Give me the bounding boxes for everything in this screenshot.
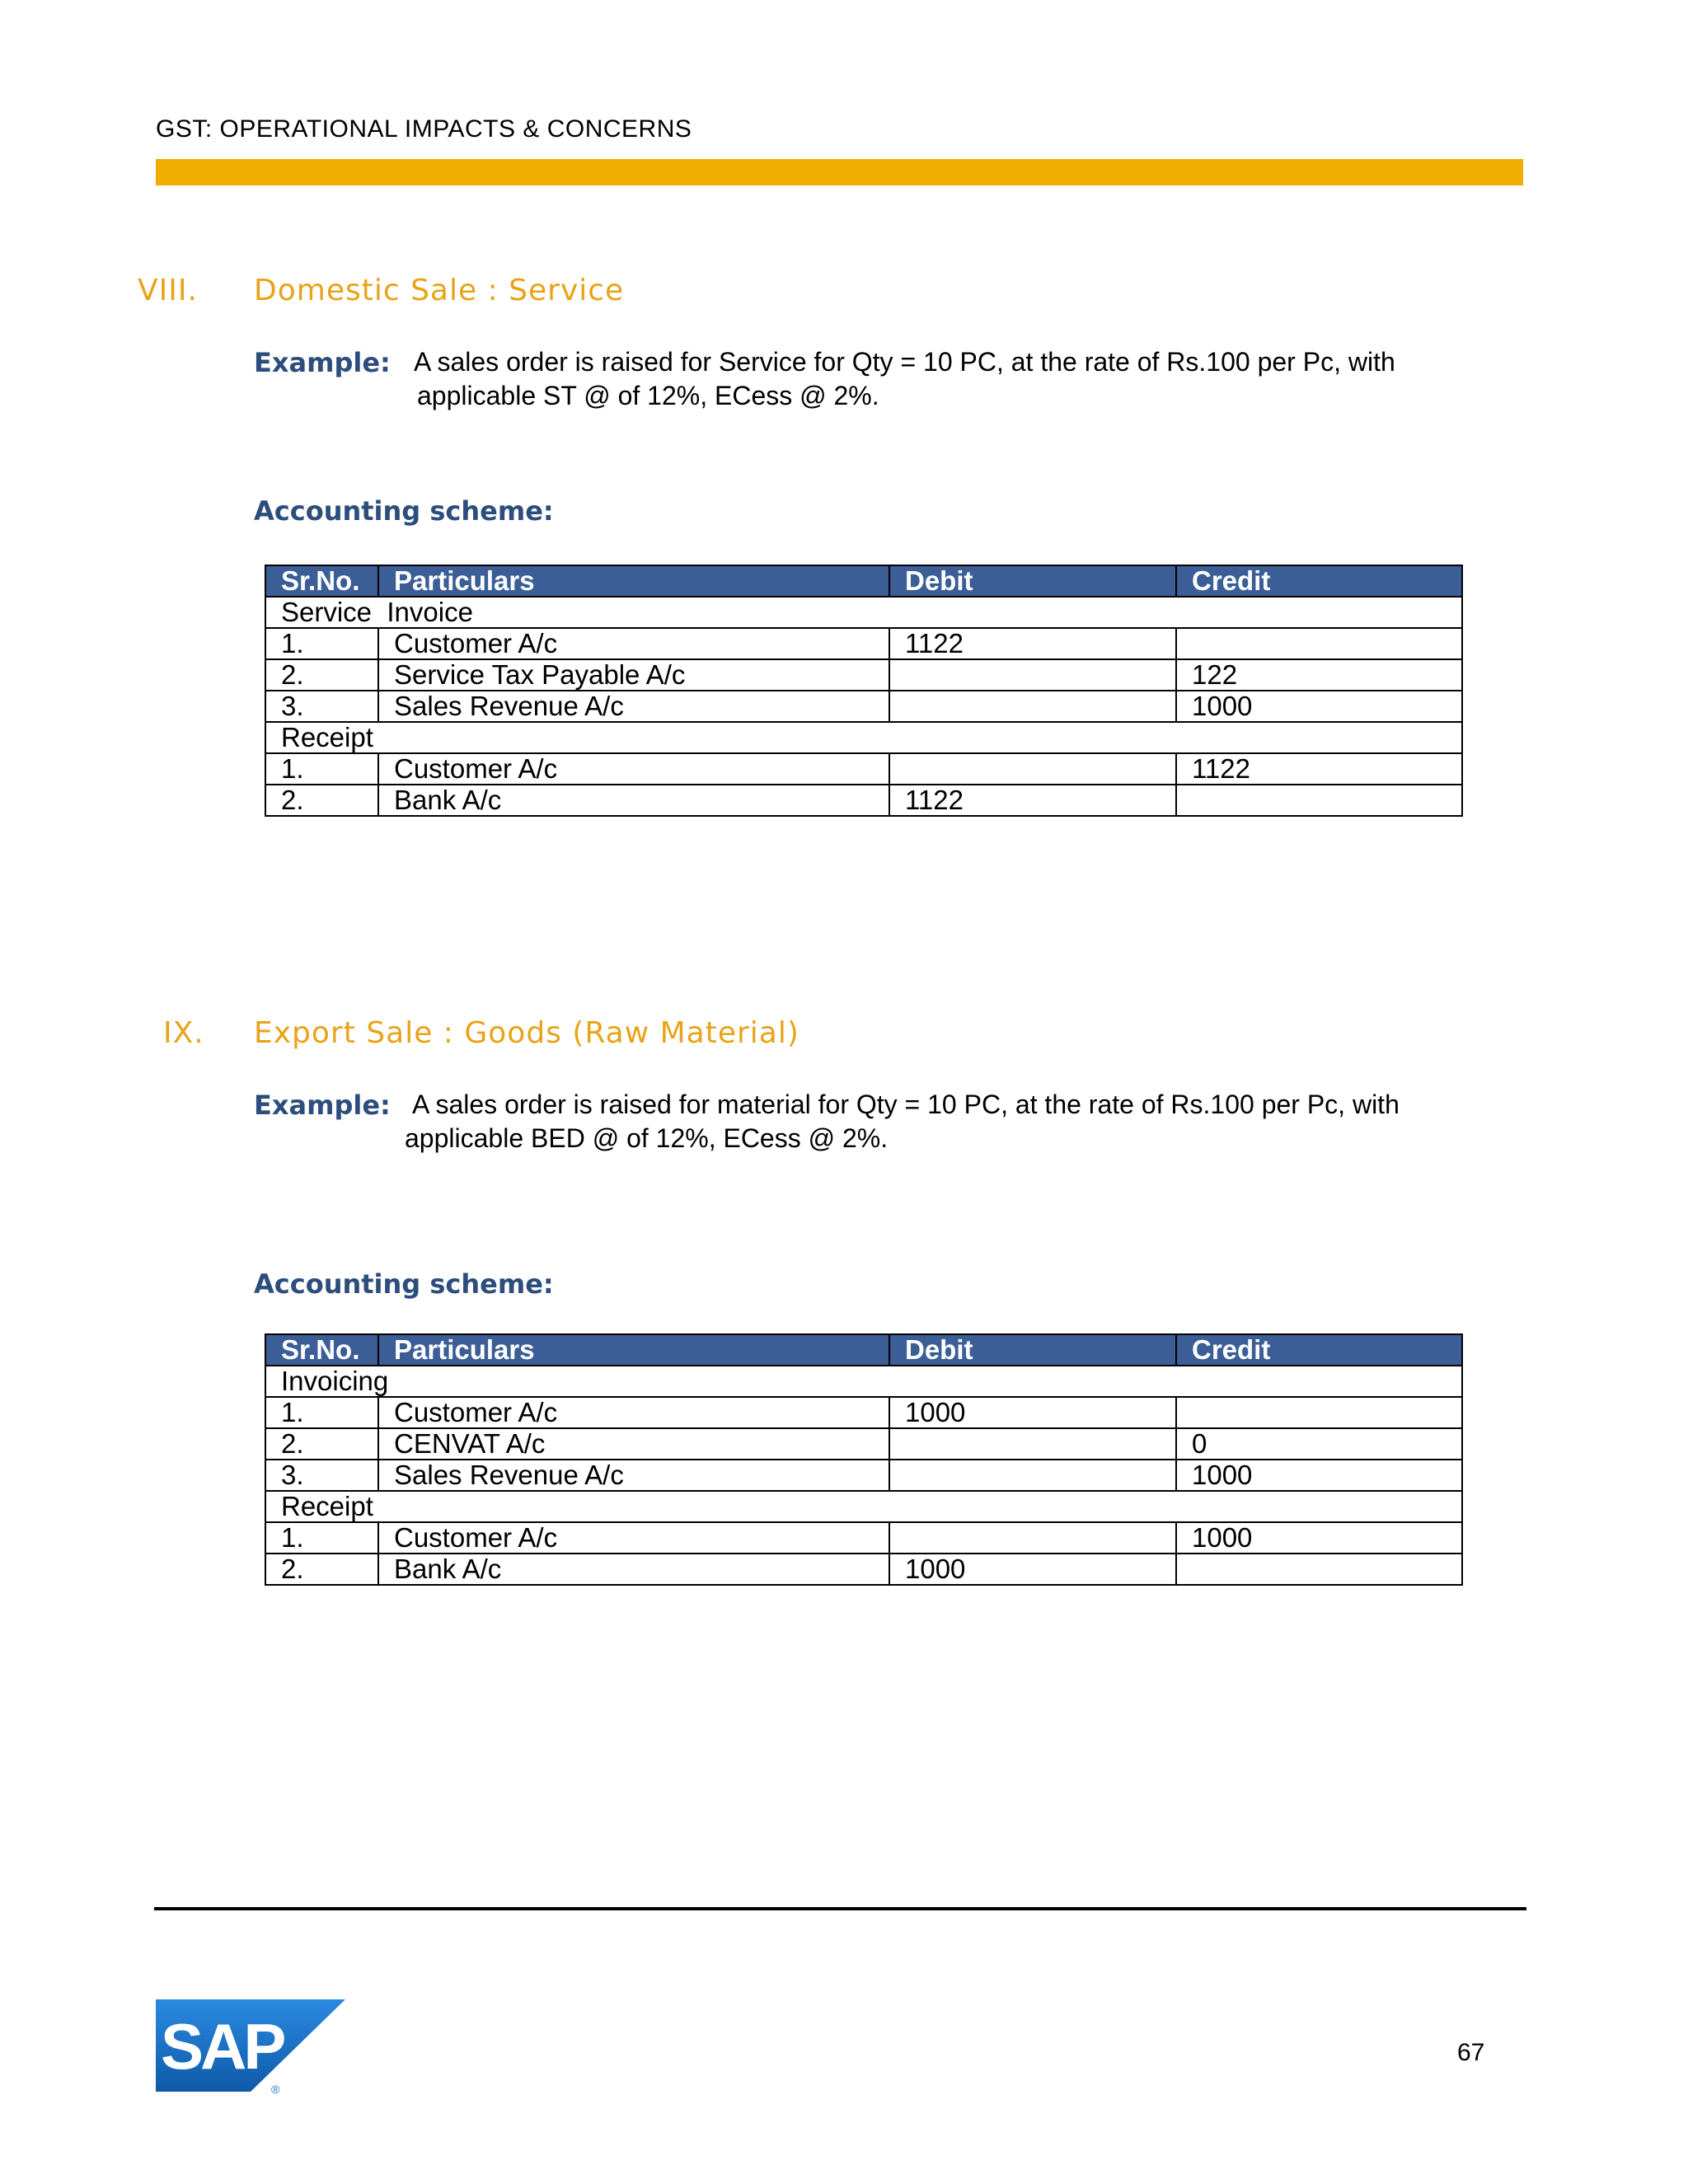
table-header-row bbox=[265, 565, 1462, 597]
table-group-row bbox=[265, 1366, 1462, 1397]
accounting-scheme-label: Accounting scheme: bbox=[254, 1268, 554, 1300]
cell-srno: 2. bbox=[265, 659, 378, 691]
table-row bbox=[265, 628, 1462, 659]
cell-particulars: Customer A/c bbox=[378, 1397, 889, 1428]
cell-debit bbox=[889, 1460, 1176, 1491]
cell-srno: 3. bbox=[265, 691, 378, 722]
example-text-line-2: applicable ST @ of 12%, ECess @ 2%. bbox=[417, 381, 879, 410]
table-row bbox=[265, 1460, 1462, 1491]
accounting-table bbox=[265, 1333, 1463, 1586]
cell-debit bbox=[889, 659, 1176, 691]
page-header-title: GST: OPERATIONAL IMPACTS & CONCERNS bbox=[156, 115, 692, 143]
table-row bbox=[265, 659, 1462, 691]
cell-srno: 1. bbox=[265, 753, 378, 785]
table-row bbox=[265, 1397, 1462, 1428]
cell-srno: 3. bbox=[265, 1460, 378, 1491]
group-label: Receipt bbox=[265, 722, 1462, 753]
svg-text:SAP: SAP bbox=[161, 2010, 284, 2083]
column-header: Sr.No. bbox=[265, 1334, 378, 1366]
cell-credit: 122 bbox=[1176, 659, 1462, 691]
cell-srno: 1. bbox=[265, 1522, 378, 1554]
group-label: Receipt bbox=[265, 1491, 1462, 1522]
cell-debit: 1000 bbox=[889, 1554, 1176, 1585]
column-header: Debit bbox=[889, 1334, 1176, 1366]
table-group-row bbox=[265, 597, 1462, 628]
cell-srno: 1. bbox=[265, 1397, 378, 1428]
cell-particulars: CENVAT A/c bbox=[378, 1428, 889, 1460]
table-row bbox=[265, 753, 1462, 785]
sap-logo bbox=[156, 1999, 345, 2095]
cell-credit: 1000 bbox=[1176, 1460, 1462, 1491]
page-number: 67 bbox=[1457, 2039, 1485, 2066]
cell-credit bbox=[1176, 1397, 1462, 1428]
footer-rule bbox=[154, 1907, 1526, 1910]
cell-srno: 2. bbox=[265, 785, 378, 816]
cell-debit: 1000 bbox=[889, 1397, 1176, 1428]
group-label: Invoicing bbox=[265, 1366, 1462, 1397]
cell-particulars: Customer A/c bbox=[378, 753, 889, 785]
table-row bbox=[265, 1554, 1462, 1585]
cell-credit: 0 bbox=[1176, 1428, 1462, 1460]
cell-debit: 1122 bbox=[889, 785, 1176, 816]
table-row bbox=[265, 1428, 1462, 1460]
example-text-line-2: applicable BED @ of 12%, ECess @ 2%. bbox=[405, 1123, 889, 1153]
column-header: Particulars bbox=[378, 1334, 889, 1366]
cell-particulars: Customer A/c bbox=[378, 628, 889, 659]
column-header: Credit bbox=[1176, 1334, 1462, 1366]
table-row bbox=[265, 785, 1462, 816]
column-header: Particulars bbox=[378, 565, 889, 597]
cell-particulars: Service Tax Payable A/c bbox=[378, 659, 889, 691]
cell-debit bbox=[889, 1522, 1176, 1554]
cell-credit: 1000 bbox=[1176, 1522, 1462, 1554]
table-header-row bbox=[265, 1334, 1462, 1366]
cell-srno: 2. bbox=[265, 1554, 378, 1585]
cell-debit bbox=[889, 753, 1176, 785]
cell-srno: 1. bbox=[265, 628, 378, 659]
section-number: VIII. bbox=[138, 274, 198, 307]
svg-text:®: ® bbox=[271, 2083, 280, 2095]
cell-debit: 1122 bbox=[889, 628, 1176, 659]
column-header: Sr.No. bbox=[265, 565, 378, 597]
section-title: Export Sale : Goods (Raw Material) bbox=[254, 1016, 799, 1050]
cell-credit: 1000 bbox=[1176, 691, 1462, 722]
table-row bbox=[265, 691, 1462, 722]
table-row bbox=[265, 1522, 1462, 1554]
table-group-row bbox=[265, 1491, 1462, 1522]
column-header: Debit bbox=[889, 565, 1176, 597]
cell-particulars: Sales Revenue A/c bbox=[378, 691, 889, 722]
cell-credit bbox=[1176, 628, 1462, 659]
accounting-table bbox=[265, 565, 1463, 817]
example-label: Example: bbox=[254, 1090, 391, 1121]
section-title: Domestic Sale : Service bbox=[254, 274, 625, 307]
header-accent-bar bbox=[156, 159, 1523, 185]
cell-particulars: Sales Revenue A/c bbox=[378, 1460, 889, 1491]
accounting-scheme-label: Accounting scheme: bbox=[254, 495, 554, 527]
section-number: IX. bbox=[163, 1016, 204, 1050]
column-header: Credit bbox=[1176, 565, 1462, 597]
cell-particulars: Customer A/c bbox=[378, 1522, 889, 1554]
cell-debit bbox=[889, 1428, 1176, 1460]
cell-credit bbox=[1176, 1554, 1462, 1585]
example-label: Example: bbox=[254, 347, 391, 378]
cell-particulars: Bank A/c bbox=[378, 785, 889, 816]
cell-srno: 2. bbox=[265, 1428, 378, 1460]
group-label: Service Invoice bbox=[265, 597, 1462, 628]
cell-credit bbox=[1176, 785, 1462, 816]
cell-credit: 1122 bbox=[1176, 753, 1462, 785]
cell-particulars: Bank A/c bbox=[378, 1554, 889, 1585]
table-group-row bbox=[265, 722, 1462, 753]
example-text-line-1: A sales order is raised for material for Qty = 10 PC, at the rate of Rs.100 per Pc, with bbox=[412, 1090, 1400, 1119]
example-text-line-1: A sales order is raised for Service for Qty = 10 PC, at the rate of Rs.100 per Pc, with bbox=[414, 347, 1395, 377]
cell-debit bbox=[889, 691, 1176, 722]
